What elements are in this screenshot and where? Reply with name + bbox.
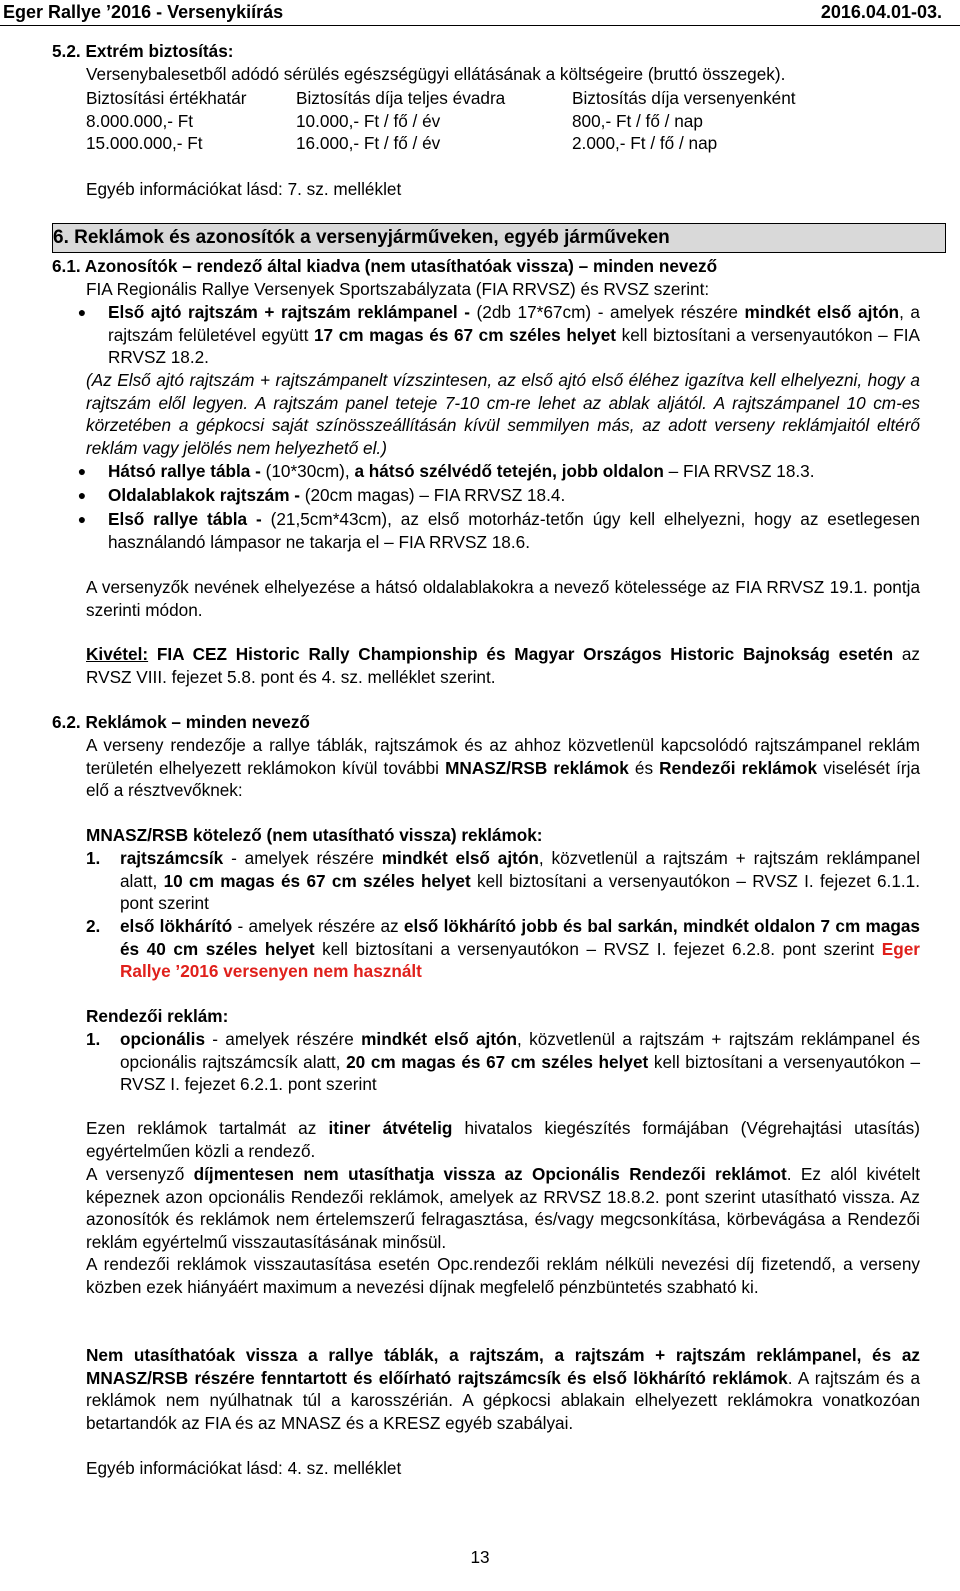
section-6-title-bar [52,223,946,253]
section-6-2-more-info: Egyéb információkat lásd: 4. sz. melléklet [86,1458,402,1478]
list-item-front-plate [77,508,920,553]
text: (21,5cm*43cm), az első motorház-tetőn úgy kell elhelyezni, hogy az esetlegesen használandó lámpasor ne takarja el – FIA RRVSZ 18.6. [108,509,920,552]
bold-text: Rendezői reklámok [659,757,818,778]
list-number: 1. [86,1029,101,1049]
organizer-ads-title: Rendezői reklám: [86,1006,229,1026]
mnasz-ads-title: MNASZ/RSB kötelező (nem utasítható vissza) reklámok: [86,825,543,845]
text: . Ez alól kivételt képeznek azon opcionális Rendezői reklámok, amelyek az RRVSZ 18.8.2. pont szerint utasítható vissza. Az azonosítók és reklámok nem értelemszerű felragasztása, és/vagy megcsonkítása, körbevágása a Rendezői reklám egyértelmű visszautasításának minősül. [86,1164,920,1252]
text: A verseny rendezője a rallye táblák, rajtszámok és az ahhoz közvetlenül kapcsolódó rajtszámpanel reklám területén elhelyezett reklámokon kívül további [86,735,920,778]
header-date: 2016.04.01-03. [820,2,942,22]
text: kell biztosítani a versenyautókon – FIA RRVSZ 18.2. [108,324,921,368]
exception-label: Kivétel: [86,644,149,664]
text: hivatalos kiegészítés formájában (Végrehajtási utasítás) egyértelműen közli a rendező. [86,1118,920,1161]
text: Ezen reklámok tartalmát az [86,1118,329,1138]
text: , közvetlenül a rajtszám + rajtszám reklámpanel alatt, [120,848,921,891]
organizer-item-optional [86,1028,920,1096]
bold-text: 10 cm magas és 67 cm széles helyet [163,870,471,891]
not-used-note: Eger Rallye ’2016 versenyen nem használt [120,938,920,982]
section-5-2-title: 5.2. Extrém biztosítás: [52,41,234,61]
text: és [628,757,660,778]
bold-text: Első rallye tábla - [108,509,262,529]
bullet-icon: ● [77,304,87,320]
mnasz-item-front-bumper [86,915,920,983]
text: (20cm magas) – FIA RRVSZ 18.4. [300,485,566,505]
mnasz-item-number-strip [86,847,921,915]
bold-text: opcionális [120,1029,205,1049]
itinerary-paragraph [86,1117,920,1162]
bold-text: első lökhárító jobb és bal sarkán, mindkét oldalon 7 cm magas és 40 cm széles helyet [120,916,920,959]
table-row [86,110,916,133]
list-item-side-windows [77,484,920,507]
text: A versenyző [86,1164,194,1184]
bold-text: MNASZ/RSB reklámok [445,757,629,778]
non-refusable-paragraph [86,1344,920,1434]
page-number: 13 [470,1547,490,1567]
bold-text: a hátsó szélvédő tetején, jobb oldalon [354,461,664,481]
text: kell biztosítani a versenyautókon – RVSZ I. fejezet 6.1.1. pont szerint [120,870,920,914]
table-cell: 16.000,- Ft / fő / év [296,133,441,154]
text: kell biztosítani a versenyautókon – RVSZ I. fejezet 6.2.8. pont szerint [314,938,882,959]
bold-text: Első ajtó rajtszám + rajtszám reklámpanel - [108,302,470,322]
header-title: Eger Rallye ’2016 - Versenykiírás [3,2,284,22]
page-header [0,0,960,26]
section-6-1-title: 6.1. Azonosítók – rendező által kiadva (nem utasíthatóak vissza) – minden nevező [52,256,718,276]
bold-text: első lökhárító [120,916,233,936]
bold-text: mindkét első ajtón [744,302,900,322]
table-header-cell: Biztosítás díja versenyenként [572,88,796,108]
insurance-table [86,87,916,155]
bold-text: mindkét első ajtón [361,1029,518,1049]
table-cell: 10.000,- Ft / fő / év [296,110,441,131]
table-cell: 2.000,- Ft / fő / nap [572,133,718,154]
driver-names-paragraph: A versenyzők nevének elhelyezése a hátsó oldalablakokra a nevező kötelessége az FIA RRVSZ 19.1. pontja szerinti módon. [86,577,920,620]
table-cell: 8.000.000,- Ft [86,110,194,131]
italic-note: (Az Első ajtó rajtszám + rajtszámpanelt vízszintesen, az első ajtó első éléhez igazítva kell elhelyezni, hogy a rajtszám elől legyen. A rajtszám panel teteje 7-10 cm-re lehet az ablak aljától. A rajtszámpanel 10 cm-es körzetében a gépkocsi saját színösszeállításán kívül semmilyen más, az adott verseny reklámjaitól eltérő reklám vagy jelölés nem helyezhető el.) [86,370,920,458]
text: - amelyek részére [205,1029,362,1049]
text: viselését írja elő a résztvevőknek: [86,757,921,801]
penalty-paragraph: A rendezői reklámok visszautasítása esetén Opc.rendezői reklám nélküli nevezési díj fizetendő, a verseny közben ezek hiányáért maximum a nevezési díjnak megfelelő pénzbüntetés szabható ki. [86,1254,920,1297]
table-cell: 15.000.000,- Ft [86,133,203,154]
text: - amelyek részére [223,848,382,868]
table-cell: 800,- Ft / fő / nap [572,110,703,131]
table-header-row [86,87,916,110]
section-6-1-intro: FIA Regionális Rallye Versenyek Sportszabályzata (FIA RRVSZ) és RVSZ szerint: [86,279,710,299]
section-6-title: 6. Reklámok és azonosítók a versenyjárműveken, egyéb járműveken [53,227,670,248]
bullet-icon: ● [77,463,87,479]
section-5-2-intro: Versenybalesetből adódó sérülés egészségügyi ellátásának a költségeire (bruttó összegek). [86,64,786,84]
exception-paragraph [86,643,920,688]
bold-text: 20 cm magas és 67 cm széles helyet [346,1051,649,1072]
text: (2db 17*67cm) - amelyek részére [469,302,745,322]
text: (10*30cm), [260,461,355,481]
text: , közvetlenül a rajtszám + rajtszám reklámpanel és opcionális rajtszámcsík alatt, [120,1029,920,1072]
table-header-cell: Biztosítási értékhatár [86,88,247,108]
bold-text: mindkét első ajtón [381,848,539,868]
refusal-paragraph [86,1163,920,1253]
bold-text: Hátsó rallye tábla - [108,461,261,481]
text: – FIA RRVSZ 18.3. [663,461,815,481]
bold-text: Oldalablakok rajtszám - [108,485,300,505]
text: kell biztosítani a versenyautókon – RVSZ I. fejezet 6.2.1. pont szerint [120,1051,920,1095]
bold-text: Nem utasíthatóak vissza a rallye táblák, a rajtszám, a rajtszám + rajtszám reklámpanel, és az MNASZ/RSB részére fenntartott és előírható rajtszámcsík és első lökhárító reklámok [86,1345,920,1388]
list-number: 1. [86,848,101,868]
text: . A rajtszám és a reklámok nem nyúlhatnak túl a karosszérián. A gépkocsi ablakain elhelyezett reklámokra vonatkozóan betartandók az FIA és az MNASZ és a KRESZ egyéb szabályai. [86,1367,921,1433]
bold-text: 17 cm magas és 67 cm széles helyet [313,324,616,345]
text: - amelyek részére az [232,916,404,936]
list-item-rear-plate [77,460,920,483]
ads-intro-paragraph [86,734,920,802]
bold-text: díjmentesen nem utasíthatja vissza az Opcionális Rendezői reklámot [193,1164,787,1184]
table-row [86,132,916,155]
text: az RVSZ VIII. fejezet 5.8. pont és 4. sz. melléklet szerint. [86,644,920,687]
bold-text: itiner átvételig [328,1118,453,1138]
list-item-front-door-number [77,301,921,369]
text: , a rajtszám felületével együtt [108,302,920,345]
bullet-icon: ● [77,487,87,503]
bold-text: FIA CEZ Historic Rally Championship és Magyar Országos Historic Bajnokság esetén [148,644,894,664]
section-5-2-more-info: Egyéb információkat lásd: 7. sz. melléklet [86,179,402,199]
list-number: 2. [86,916,101,936]
table-header-cell: Biztosítás díja teljes évadra [296,88,506,108]
bold-text: rajtszámcsík [120,848,224,868]
section-6-2-title: 6.2. Reklámok – minden nevező [52,712,310,732]
bullet-icon: ● [77,511,87,527]
